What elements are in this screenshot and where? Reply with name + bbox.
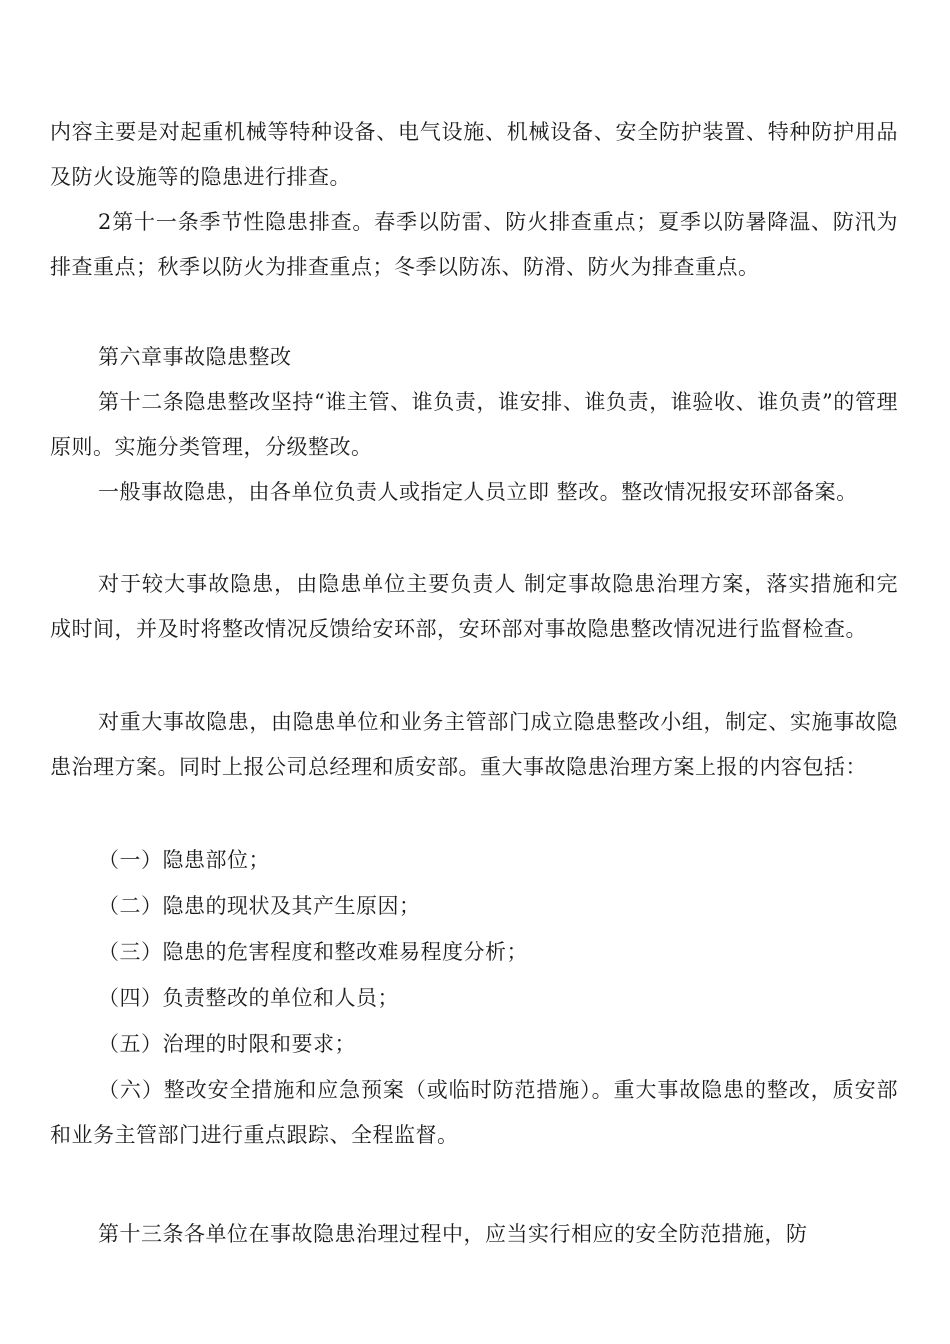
paragraph-general-hazard: 一般事故隐患，由各单位负责人或指定人员立即 整改。整改情况报安环部备案。 [98,480,858,504]
paragraph-equipment-inspection: 内容主要是对起重机械等特种设备、电气设施、机械设备、安全防护装置、特种防护用品及防火设施等的隐患进行排查。 [50,120,898,189]
list-item-3: （三）隐患的危害程度和整改难易程度分析； [98,940,528,964]
paragraph-list-item-6: （六）整改安全措施和应急预案（或临时防范措施）。重大事故隐患的整改，质安部和业务主管部门进行重点跟踪、全程监督。 [50,1078,898,1147]
paragraph-article-12: 第十二条隐患整改坚持“谁主管、谁负责，谁安排、谁负责，谁验收、谁负责”的管理原则。实施分类管理，分级整改。 [50,390,898,459]
paragraph-article-11: 2第十一条季节性隐患排查。春季以防雷、防火排查重点；夏季以防暑降温、防汛为排查重点；秋季以防火为排查重点；冬季以防冻、防滑、防火为排查重点。 [50,210,898,279]
paragraph-major-hazard: 对重大事故隐患，由隐患单位和业务主管部门成立隐患整改小组，制定、实施事故隐患治理方案。同时上报公司总经理和质安部。重大事故隐患治理方案上报的内容包括： [50,710,898,779]
chapter-heading-6: 第六章事故隐患整改 [98,345,292,369]
list-item-5: （五）治理的时限和要求； [98,1032,356,1056]
list-item-1: （一）隐患部位； [98,848,270,872]
list-item-2: （二）隐患的现状及其产生原因； [98,894,421,918]
paragraph-article-13: 第十三条各单位在事故隐患治理过程中，应当实行相应的安全防范措施，防 [98,1222,808,1246]
list-item-4: （四）负责整改的单位和人员； [98,986,399,1010]
paragraph-larger-hazard: 对于较大事故隐患，由隐患单位主要负责人 制定事故隐患治理方案，落实措施和完成时间，并及时将整改情况反馈给安环部，安环部对事故隐患整改情况进行监督检查。 [50,572,898,641]
